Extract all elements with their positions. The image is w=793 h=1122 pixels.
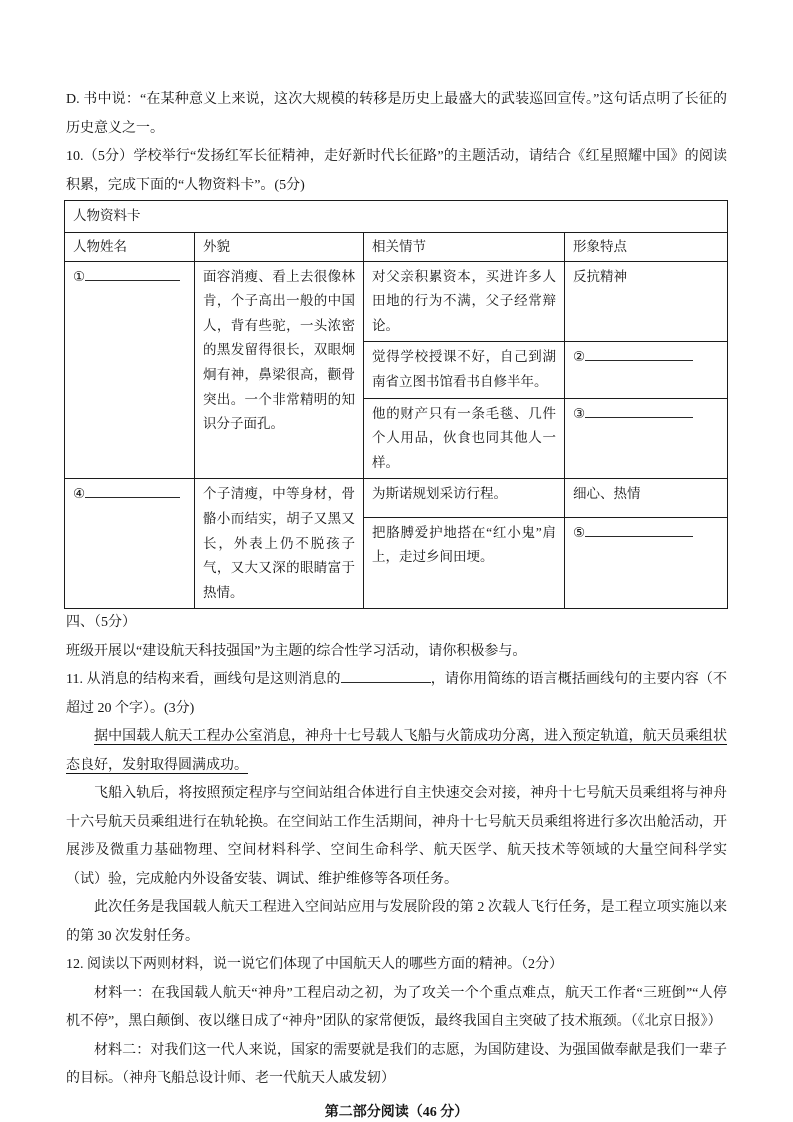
plot-cell-1-3: 他的财产只有一条毛毯、几件个人用品，伙食也同其他人一样。 [364,398,565,479]
question-10-text: 10.（5分）学校举行“发扬红军长征精神，走好新时代长征路”的主题活动，请结合《红星照耀中国》的阅读积累，完成下面的“人物资料卡”。(5分) [66,149,727,193]
table-header-row [65,232,728,261]
table-row [65,261,728,342]
circled-number-5: ⑤ [573,524,586,540]
plot-cell-2-1: 为斯诺规划采访行程。 [364,479,565,518]
answer-blank-name-1 [85,266,180,281]
section-4-intro: 班级开展以“建设航天科技强国”为主题的综合性学习活动，请你积极参与。 [66,643,527,659]
table-title: 人物资料卡 [65,201,728,233]
question-11-text [66,666,727,723]
material-2-text: 材料二：对我们这一代人来说，国家的需要就是我们的志愿，为国防建设、为强国做奉献是我们一辈子的目标。（神舟飞船总设计师、老一代航天人戚发轫） [66,1042,727,1087]
section-4-heading: 四、（5分） [66,615,136,631]
trait-cell-1-2 [565,342,728,398]
character-profile-table [64,200,728,609]
header-name: 人物姓名 [65,232,195,261]
part-2-heading: 第二部分阅读（46 分） [324,1104,469,1120]
question-12-text: 12. 阅读以下两则材料，说一说它们体现了中国航天人的哪些方面的精神。（2分） [66,957,563,973]
name-cell-1 [65,261,195,479]
header-trait: 形象特点 [565,232,728,261]
news-paragraph-3: 此次任务是我国载人航天工程进入空间站应用与发展阶段的第 2 次载人飞行任务，是工程立项实施以来的第 30 次发射任务。 [66,900,727,944]
plot-cell-1-2: 觉得学校授课不好，自己到湖南省立图书馆看书自修半年。 [364,342,565,398]
header-plot: 相关情节 [364,232,565,261]
answer-blank-trait-5 [585,522,693,537]
circled-number-4: ④ [73,486,86,502]
answer-blank-q11 [341,668,431,683]
news-lead-paragraph [66,723,727,780]
trait-cell-1-1: 反抗精神 [565,261,728,342]
table-row [65,479,728,518]
option-d-text: D. 书中说：“在某种意义上来说，这次大规模的转移是历史上最盛大的武装巡回宣传。”这句话点明了长征的历史意义之一。 [66,92,727,136]
appearance-cell-1: 面容消瘦、看上去很像林肯，个子高出一般的中国人，背有些驼，一头浓密的黑发留得很长，双眼炯炯有神，鼻梁很高，颧骨突出。一个非常精明的知识分子面孔。 [195,261,364,479]
trait-cell-2-2 [565,517,728,608]
circled-number-1: ① [73,268,86,284]
material-1-text: 材料一：在我国载人航天“神舟”工程启动之初，为了攻关一个个重点难点，航天工作者“三班倒”“人停机不停”，黑白颠倒、夜以继日成了“神舟”团队的家常便饭，最终我国自主突破了技术瓶颈。（《北京日报》） [66,985,727,1030]
plot-cell-1-1: 对父亲积累资本，买进许多人田地的行为不满，父子经常辩论。 [364,261,565,342]
header-appearance: 外貌 [195,232,364,261]
trait-cell-1-3 [565,398,728,479]
answer-blank-name-4 [85,484,180,499]
underlined-news-lead: 据中国载人航天工程办公室消息，神舟十七号载人飞船与火箭成功分离，进入预定轨道，航天员乘组状态良好，发射取得圆满成功。 [66,729,727,773]
answer-blank-trait-3 [585,403,693,418]
news-paragraph-2: 飞船入轨后，将按照预定程序与空间站组合体进行自主快速交会对接，神舟十七号航天员乘组将与神舟十六号航天员乘组进行在轨轮换。在空间站工作生活期间，神舟十七号航天员乘组将进行多次出舱活动，开展涉及微重力基础物理、空间材料科学、空间生命科学、航天医学、航天技术等领域的大量空间科学实（试）验，完成舱内外设备安装、调试、维护维修等各项任务。 [66,786,727,887]
name-cell-2 [65,479,195,609]
question-11-after: ，请你用简练的语言概括画线句的主要内容（不超过 20 个字）。(3分) [66,672,727,716]
circled-number-2: ② [573,349,586,365]
appearance-cell-2: 个子清瘦，中等身材，骨骼小而结实，胡子又黑又长，外表上仍不脱孩子气，又大又深的眼睛富于热情。 [195,479,364,609]
question-11-before: 11. 从消息的结构来看，画线句是这则消息的 [66,672,341,688]
table-title-row [65,201,728,233]
trait-cell-2-1: 细心、热情 [565,479,728,518]
circled-number-3: ③ [573,405,586,421]
answer-blank-trait-2 [585,347,693,362]
plot-cell-2-2: 把胳膊爱护地搭在“红小鬼”肩上，走过乡间田埂。 [364,517,565,608]
